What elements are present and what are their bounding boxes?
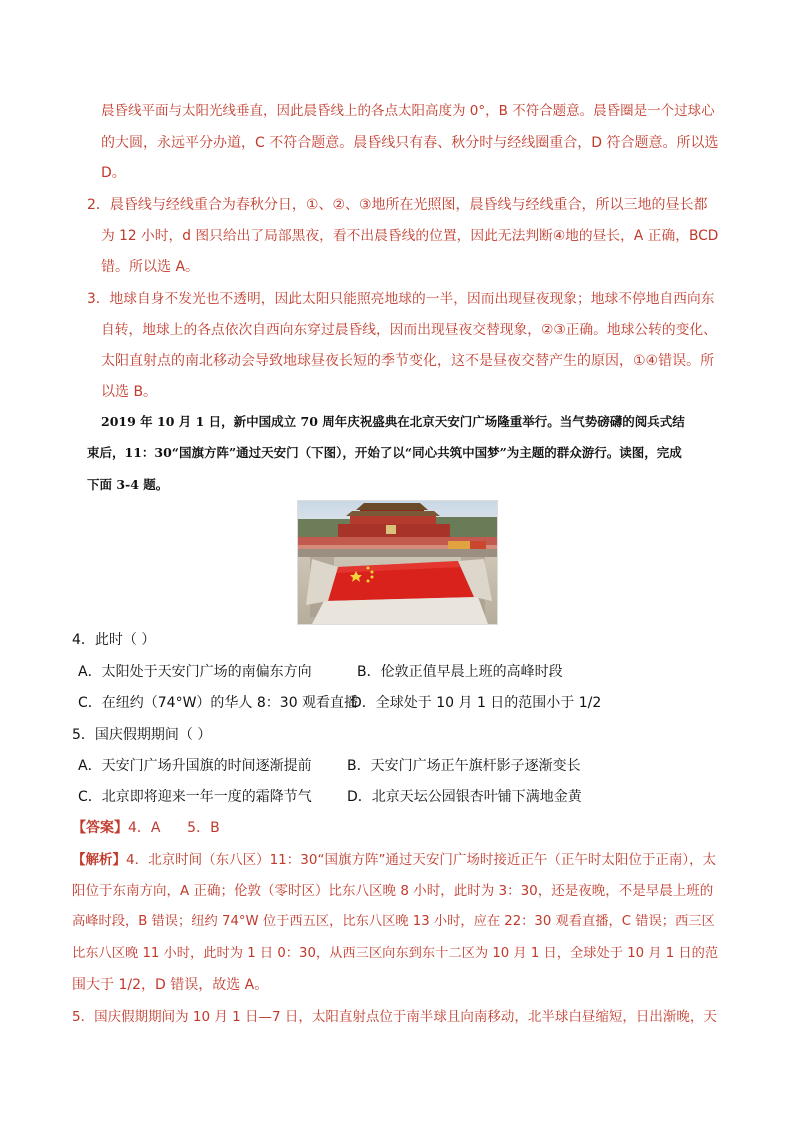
q5-option-b: B．天安门广场正午旗杆影子逐渐变长 xyxy=(347,758,581,774)
q4-option-c: C．在纽约（74°W）的华人 8：30 观看直播 xyxy=(78,695,359,711)
q5-option-a: A．天安门广场升国旗的时间逐渐提前 xyxy=(78,758,312,774)
explanation-3-line2: 自转，地球上的各点依次自西向东穿过晨昏线，因而出现昼夜交替现象，②③正确。地球公转的变化、 xyxy=(101,322,717,338)
analysis-row-1 xyxy=(72,850,716,870)
explanation-top-line1: 晨昏线平面与太阳光线垂直，因此晨昏线上的各点太阳高度为 0°，B 不符合题意。晨昏圈是一个过球心 xyxy=(101,103,715,119)
q4-stem: 4．此时（ ） xyxy=(72,632,156,648)
passage-line1: 2019 年 10 月 1 日，新中国成立 70 周年庆祝盛典在北京天安门广场隆重举行。当气势磅礴的阅兵式结 xyxy=(101,414,685,429)
q5-stem: 5．国庆假期期间（ ） xyxy=(72,727,212,743)
passage-line2: 束后，11：30“国旗方阵”通过天安门（下图），开始了以“同心共筑中国梦”为主题的群众游行。读图，完成 xyxy=(87,445,682,460)
analysis-label: 【解析】 xyxy=(72,852,126,868)
passage-line3: 下面 3-4 题。 xyxy=(87,477,169,492)
tiananmen-photo xyxy=(297,500,498,625)
q4-option-b: B．伦敦正值早晨上班的高峰时段 xyxy=(357,664,563,680)
answer-row xyxy=(72,818,220,838)
q5-option-c: C．北京即将迎来一年一度的霜降节气 xyxy=(78,789,312,805)
q4-option-a: A．太阳处于天安门广场的南偏东方向 xyxy=(78,664,312,680)
analysis-line1: 4．北京时间（东八区）11：30“国旗方阵”通过天安门广场时接近正午（正午时太阳位于正南），太 xyxy=(126,852,717,868)
explanation-3-line4: 以选 B。 xyxy=(101,384,158,400)
explanation-2-line2: 为 12 小时，d 图只给出了局部黑夜，看不出晨昏线的位置，因此无法判断④地的昼长，A 正确，BCD xyxy=(101,228,719,244)
analysis-line2: 阳位于东南方向，A 正确；伦敦（零时区）比东八区晚 8 小时，此时为 3：30，还是夜晚，不是早晨上班的 xyxy=(72,883,714,899)
answer-text: 4．A 5．B xyxy=(128,820,220,836)
explanation-3-line3: 太阳直射点的南北移动会导致地球昼夜长短的季节变化，这不是昼夜交替产生的原因，①④错误。所 xyxy=(101,353,715,369)
analysis-line3: 高峰时段，B 错误；纽约 74°W 位于西五区，比东八区晚 13 小时，应在 22：30 观看直播，C 错误；西三区 xyxy=(72,914,715,929)
explanation-2-line3: 错。所以选 A。 xyxy=(101,259,200,275)
answer-label: 【答案】 xyxy=(72,820,128,836)
explanation-top-line3: D。 xyxy=(101,165,126,181)
q4-option-d: D．全球处于 10 月 1 日的范围小于 1/2 xyxy=(351,695,602,711)
explanation-top-line2: 的大圆，永远平分办道，C 不符合题意。晨昏线只有春、秋分时与经线圈重合，D 符合题意。所以选 xyxy=(101,135,719,151)
analysis-line6: 5．国庆假期期间为 10 月 1 日—7 日，太阳直射点位于南半球且向南移动，北半球白昼缩短，日出渐晚，天 xyxy=(72,1009,717,1025)
q5-option-d: D．北京天坛公园银杏叶铺下满地金黄 xyxy=(347,789,582,805)
analysis-line5: 围大于 1/2，D 错误，故选 A。 xyxy=(72,977,269,993)
explanation-2-line1: 2．晨昏线与经线重合为春秋分日，①、②、③地所在光照图，晨昏线与经线重合，所以三地的昼长都 xyxy=(87,197,708,213)
explanation-3-line1: 3．地球自身不发光也不透明，因此太阳只能照亮地球的一半，因而出现昼夜现象；地球不停地自西向东 xyxy=(87,291,715,307)
analysis-line4: 比东八区晚 11 小时，此时为 1 日 0：30，从西三区向东到东十二区为 10 月 1 日，全球处于 10 月 1 日的范 xyxy=(72,946,719,961)
